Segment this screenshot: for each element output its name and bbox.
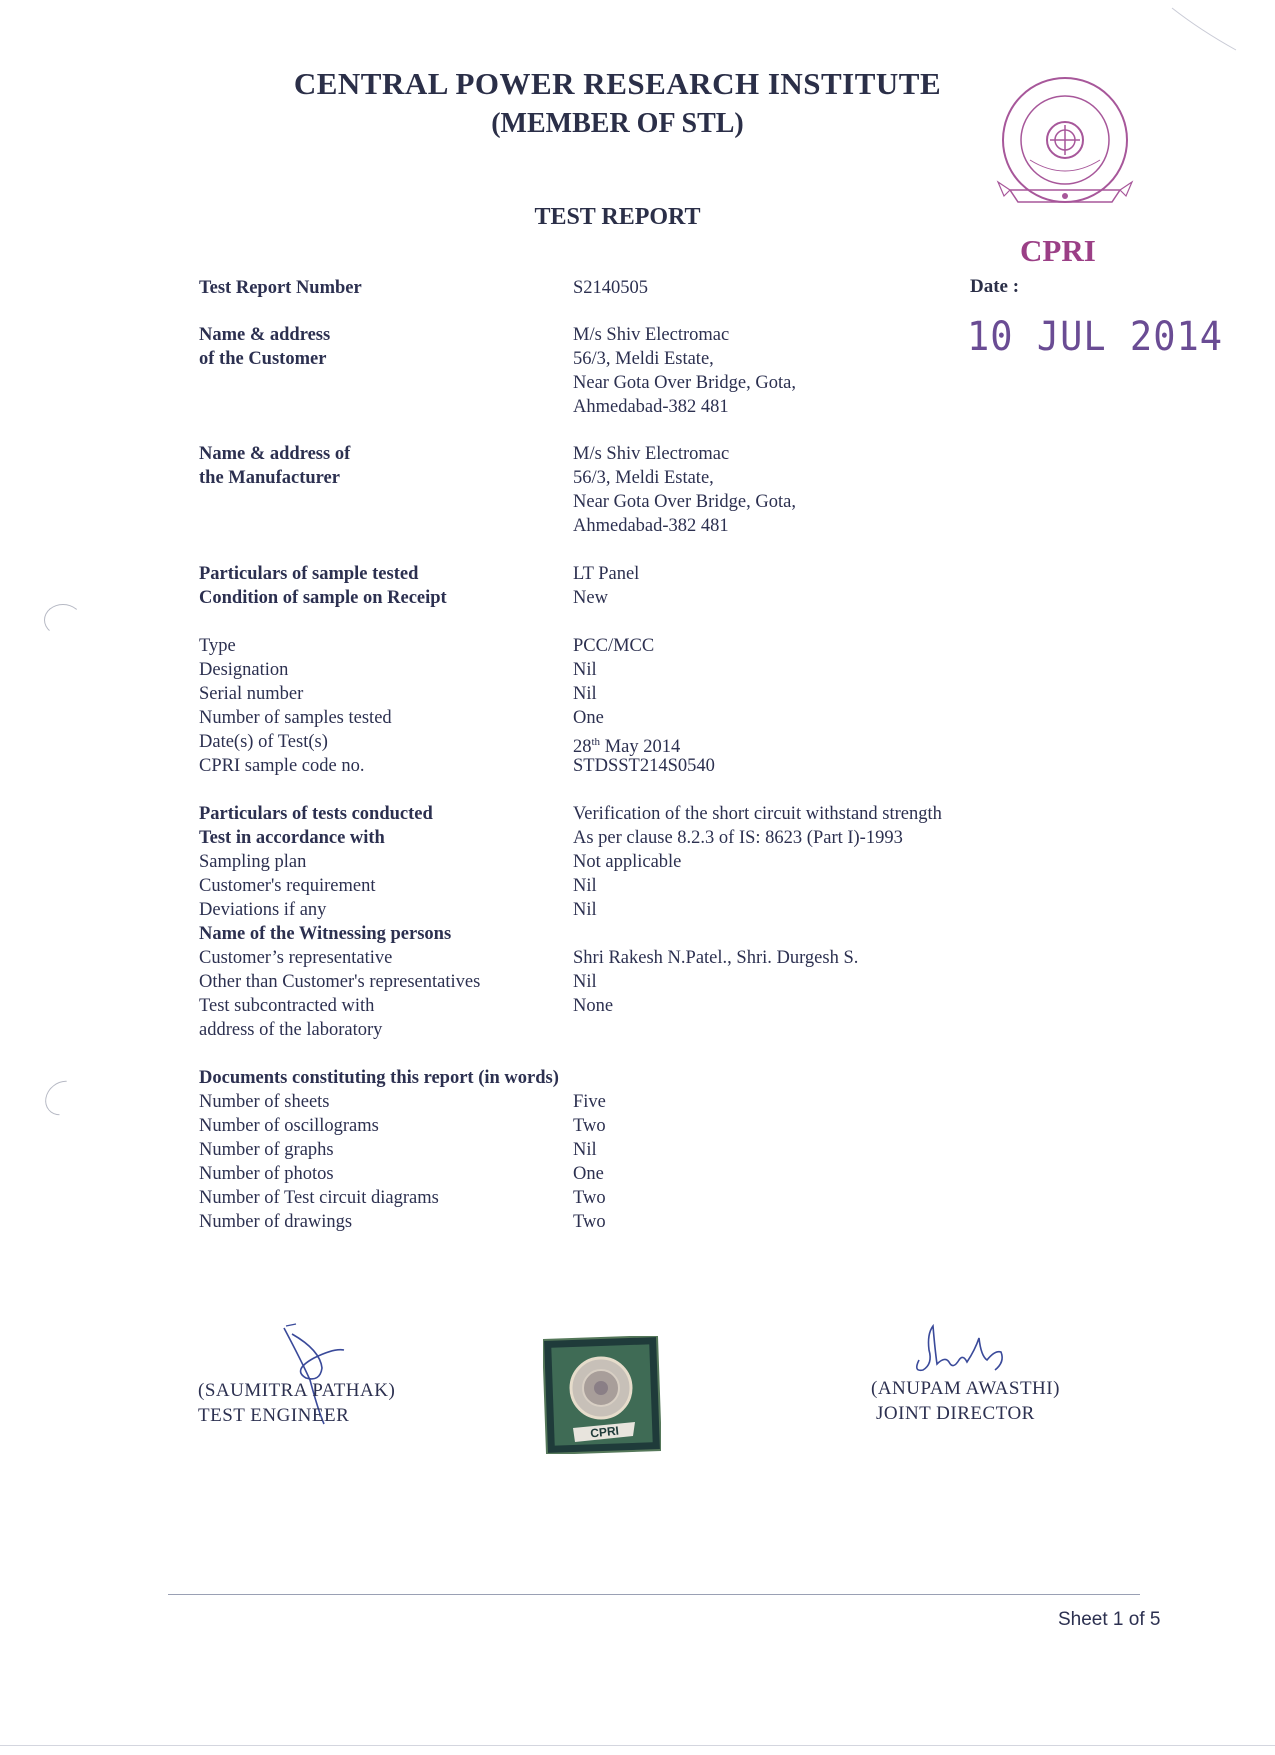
test-engineer-title: TEST ENGINEER [198, 1405, 350, 1426]
field-value: None [573, 996, 614, 1016]
field-label: Date(s) of Test(s) [199, 732, 328, 752]
field-label: Documents constituting this report (in words) [199, 1068, 559, 1088]
cpri-logo-text: CPRI [1020, 233, 1096, 268]
field-value: Nil [573, 876, 597, 896]
field-value: Shri Rakesh N.Patel., Shri. Durgesh S. [573, 948, 859, 968]
field-value: Nil [573, 660, 597, 680]
hologram-sticker-icon [543, 1336, 661, 1454]
field-label: Number of photos [199, 1164, 334, 1184]
punch-hole-mark [44, 604, 82, 636]
field-value: Verification of the short circuit withstand strength [573, 804, 942, 824]
field-value: M/s Shiv Electromac 56/3, Meldi Estate, Near Gota Over Bridge, Gota, Ahmedabad-382 481 [573, 325, 796, 417]
field-value: Five [573, 1092, 606, 1112]
field-label: Particulars of tests conducted [199, 804, 433, 824]
page-edge-line [0, 1745, 1275, 1746]
sheet-number: Sheet 1 of 5 [1058, 1609, 1161, 1630]
field-label: Deviations if any [199, 900, 327, 920]
field-label: Condition of sample on Receipt [199, 588, 447, 608]
field-label: Number of samples tested [199, 708, 392, 728]
field-value: Nil [573, 900, 597, 920]
field-label: Customer's requirement [199, 876, 376, 896]
field-value: Nil [573, 1140, 597, 1160]
institute-name: CENTRAL POWER RESEARCH INSTITUTE [293, 66, 942, 101]
cpri-seal-icon [990, 70, 1140, 230]
field-label: Designation [199, 660, 289, 680]
footer-divider [168, 1594, 1140, 1595]
field-label: Test Report Number [199, 278, 362, 298]
field-label: Particulars of sample tested [199, 564, 419, 584]
field-value: Two [573, 1116, 606, 1136]
field-value: M/s Shiv Electromac 56/3, Meldi Estate, Near Gota Over Bridge, Gota, Ahmedabad-382 481 [573, 444, 796, 536]
field-value: STDSST214S0540 [573, 756, 715, 776]
signature-right-icon [905, 1320, 1015, 1380]
field-label: Test subcontracted with address of the laboratory [199, 996, 383, 1040]
field-value: Nil [573, 972, 597, 992]
field-label: CPRI sample code no. [199, 756, 365, 776]
svg-text:CPRI: CPRI [589, 1423, 620, 1441]
field-value: New [573, 588, 608, 608]
field-label: Sampling plan [199, 852, 307, 872]
field-label: Serial number [199, 684, 304, 704]
report-title: TEST REPORT [534, 204, 701, 230]
field-label: Number of drawings [199, 1212, 353, 1232]
member-line: (MEMBER OF STL) [491, 108, 744, 139]
field-label: Name of the Witnessing persons [199, 924, 452, 944]
field-value: S2140505 [573, 278, 649, 298]
field-label: Name & address of the Manufacturer [199, 444, 351, 488]
field-value: One [573, 708, 604, 728]
field-label: Number of oscillograms [199, 1116, 379, 1136]
field-label: Test in accordance with [199, 828, 385, 848]
field-value: As per clause 8.2.3 of IS: 8623 (Part I)-1993 [573, 828, 903, 848]
field-value: 28th May 2014 [573, 736, 681, 758]
date-label: Date : [970, 276, 1020, 297]
field-value: Two [573, 1212, 606, 1232]
test-engineer-name: (SAUMITRA PATHAK) [198, 1380, 396, 1401]
field-value: One [573, 1164, 604, 1184]
field-value: Not applicable [573, 852, 682, 872]
field-value: LT Panel [573, 564, 640, 584]
field-label: Number of Test circuit diagrams [199, 1188, 439, 1208]
field-value: Nil [573, 684, 597, 704]
joint-director-name: (ANUPAM AWASTHI) [871, 1378, 1060, 1399]
field-label: Number of graphs [199, 1140, 334, 1160]
punch-hole-mark [38, 1074, 88, 1123]
scan-mark-icon [1170, 4, 1240, 54]
field-label: Type [199, 636, 236, 656]
field-label: Number of sheets [199, 1092, 330, 1112]
joint-director-title: JOINT DIRECTOR [876, 1403, 1035, 1424]
field-label: Other than Customer's representatives [199, 972, 481, 992]
field-label: Customer’s representative [199, 948, 393, 968]
field-value: Two [573, 1188, 606, 1208]
field-label: Name & address of the Customer [199, 325, 331, 369]
date-stamp: 10 JUL 2014 [967, 313, 1224, 360]
field-value: PCC/MCC [573, 636, 655, 656]
